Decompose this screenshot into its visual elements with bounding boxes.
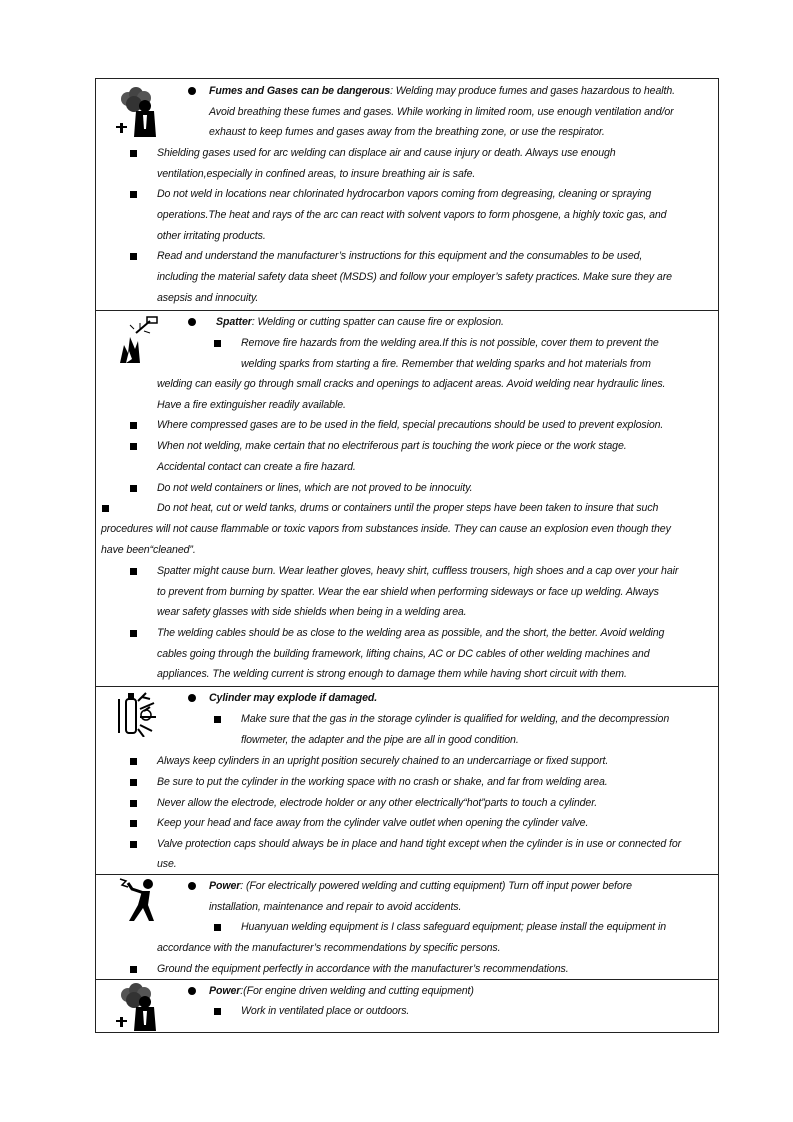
power-intro-line: Power: (For electrically powered welding and cutting equipment) Turn off input power before	[209, 880, 632, 892]
spatter-item-line: When not welding, make certain that no electriferous part is touching the work piece or the work stage.	[157, 440, 627, 452]
bullet	[130, 422, 137, 429]
power-section	[96, 874, 718, 979]
fumes-section	[96, 79, 718, 310]
cylinder-section	[96, 686, 718, 874]
bullet	[130, 253, 137, 260]
bullet	[214, 340, 221, 347]
bullet	[130, 150, 137, 157]
fumes-item-line: including the material safety data sheet (MSDS) and follow your employer’s safety practices. Make sure they are	[157, 271, 672, 283]
spatter-sub-line: Remove fire hazards from the welding area.If this is not possible, cover them to prevent the	[241, 337, 659, 349]
cylinder-item-line: Be sure to put the cylinder in the working space with no crash or shake, and far from welding area.	[157, 776, 608, 788]
fumes-heading: Fumes and Gases can be dangerous	[209, 85, 391, 97]
fumes-intro-line: Avoid breathing these fumes and gases. While working in limited room, use enough ventilation and/or	[209, 106, 674, 118]
spatter-item-line: wear safety glasses with side shields when being in a welding area.	[157, 606, 467, 618]
spatter-item-line: appliances. The welding current is strong enough to damage them while having short circuit with them.	[157, 668, 627, 680]
bullet	[130, 485, 137, 492]
spatter-wide-line: Do not heat, cut or weld tanks, drums or containers until the proper steps have been taken to insure that such	[157, 502, 659, 514]
fumes-item-line: Do not weld in locations near chlorinated hydrocarbon vapors coming from degreasing, cleaning or spraying	[157, 188, 652, 200]
spatter-intro-line: Spatter: Welding or cutting spatter can cause fire or explosion.	[216, 316, 504, 328]
engine-power-section	[96, 979, 718, 1032]
spatter-item-line: to prevent from burning by spatter. Wear the ear shield when performing sideways or face up welding. Always	[157, 586, 659, 598]
fumes-item-line: Shielding gases used for arc welding can displace air and cause injury or death. Always use enough	[157, 147, 616, 159]
cylinder-heading: Cylinder may explode if damaged.	[209, 692, 378, 704]
fire-hazard-icon	[116, 315, 160, 365]
cylinder-intro-line	[209, 691, 377, 705]
safety-table	[95, 78, 719, 1033]
cylinder-sub-line: flowmeter, the adapter and the pipe are all in good condition.	[241, 734, 519, 746]
bullet	[188, 318, 196, 326]
power-sub-line: accordance with the manufacturer’s recommendations by specific persons.	[157, 942, 501, 954]
fumes-item-line: ventilation,especially in confined areas, to insure breathing air is safe.	[157, 168, 476, 180]
bullet	[130, 779, 137, 786]
spatter-item-line: cables going through the building framework, lifting chains, AC or DC cables of other welding machines and	[157, 648, 650, 660]
bullet	[188, 882, 196, 890]
spatter-sub-line: Have a fire extinguisher readily available.	[157, 399, 346, 411]
engine-heading: Power	[209, 985, 241, 997]
cylinder-item-line: Valve protection caps should always be in place and hand tight except when the cylinder is in use or connected for	[157, 838, 682, 850]
spatter-section	[96, 310, 718, 686]
bullet	[130, 841, 137, 848]
bullet	[130, 443, 137, 450]
fumes-item-line: operations.The heat and rays of the arc can react with solvent vapors to form phosgene, a highly toxic gas, and	[157, 209, 667, 221]
power-item-line: Ground the equipment perfectly in accordance with the manufacturer’s recommendations.	[157, 963, 569, 975]
spatter-sub-line: welding sparks from starting a fire. Remember that welding sparks and hot materials from	[241, 358, 651, 370]
spatter-heading: Spatter	[216, 316, 252, 328]
fumes-hazard-icon	[114, 983, 160, 1031]
power-sub-line: Huanyuan welding equipment is I class safeguard equipment; please install the equipment in	[241, 921, 667, 933]
bullet	[188, 87, 196, 95]
cylinder-explosion-icon	[116, 689, 158, 737]
fumes-intro-line: Fumes and Gases can be dangerous: Welding may produce fumes and gases hazardous to health.	[209, 85, 675, 97]
bullet	[130, 630, 137, 637]
spatter-item-line: The welding cables should be as close to the welding area as possible, and the short, the better. Avoid welding	[157, 627, 665, 639]
bullet	[188, 694, 196, 702]
bullet	[130, 800, 137, 807]
bullet	[214, 924, 221, 931]
cylinder-sub-line: Make sure that the gas in the storage cylinder is qualified for welding, and the decompression	[241, 713, 670, 725]
fumes-item-line: Read and understand the manufacturer’s instructions for this equipment and the consumables to be used,	[157, 250, 643, 262]
engine-sub-line: Work in ventilated place or outdoors.	[241, 1005, 410, 1017]
spatter-item-line: Do not weld containers or lines, which are not proved to be innocuity.	[157, 482, 473, 494]
fumes-intro-line: exhaust to keep fumes and gases away from the breathing zone, or use the respirator.	[209, 126, 605, 138]
bullet	[214, 1008, 221, 1015]
bullet	[130, 191, 137, 198]
bullet	[102, 505, 109, 512]
cylinder-item-line: Keep your head and face away from the cylinder valve outlet when opening the cylinder valve.	[157, 817, 589, 829]
spatter-wide-line: procedures will not cause flammable or toxic vapors from substances inside. They can cause an explosion even though they	[101, 523, 671, 535]
fumes-item-line: other irritating products.	[157, 230, 266, 242]
bullet	[130, 820, 137, 827]
power-intro-line: installation, maintenance and repair to avoid accidents.	[209, 901, 462, 913]
bullet	[130, 568, 137, 575]
spatter-item-line: Spatter might cause burn. Wear leather gloves, heavy shirt, cuffless trousers, high shoes and a cap over your hair	[157, 565, 679, 577]
spatter-item-line: Where compressed gases are to be used in the field, special precautions should be used to prevent explosion.	[157, 419, 664, 431]
bullet	[130, 758, 137, 765]
cylinder-item-line: Never allow the electrode, electrode holder or any other electrically“hot”parts to touch a cylinder.	[157, 797, 598, 809]
spatter-wide-line: have been“cleaned”.	[101, 544, 196, 556]
bullet	[188, 987, 196, 995]
spatter-item-line: Accidental contact can create a fire hazard.	[157, 461, 356, 473]
spatter-sub-line: welding can easily go through small cracks and openings to adjacent areas. Avoid welding near hydraulic lines.	[157, 378, 666, 390]
electric-shock-icon	[118, 877, 158, 923]
bullet	[214, 716, 221, 723]
fumes-item-line: asepsis and innocuity.	[157, 292, 259, 304]
cylinder-item-line: use.	[157, 858, 177, 870]
bullet	[130, 966, 137, 973]
engine-intro-line: Power:(For engine driven welding and cutting equipment)	[209, 985, 474, 997]
power-heading: Power	[209, 880, 241, 892]
cylinder-item-line: Always keep cylinders in an upright position securely chained to an undercarriage or fixed support.	[157, 755, 609, 767]
fumes-hazard-icon	[114, 85, 160, 137]
